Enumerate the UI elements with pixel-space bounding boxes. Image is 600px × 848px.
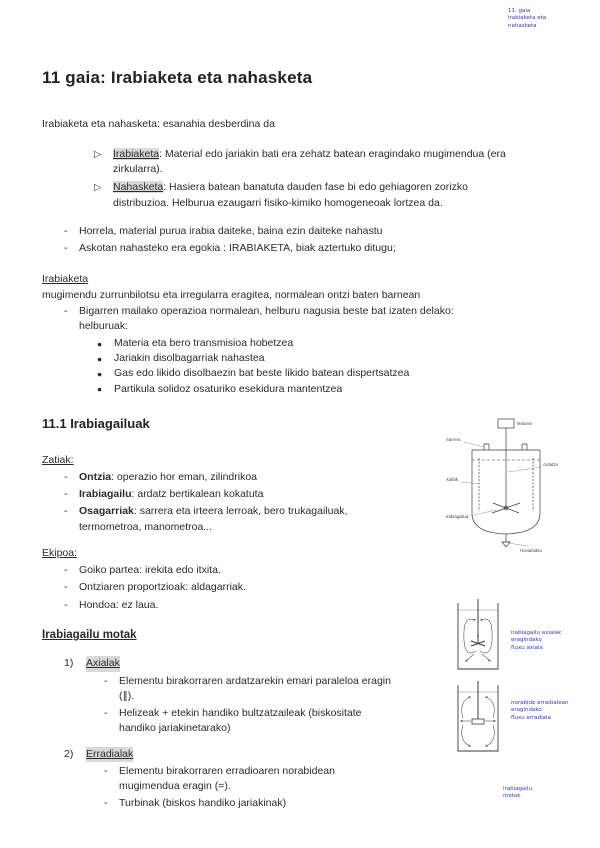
definition-body (113, 147, 506, 177)
ekipoa-text: Goiko partea: irekita edo itxita. (79, 564, 221, 577)
vessel-label-motor: Motorra (517, 421, 532, 426)
arrow-bullet-icon: ▷ (94, 182, 102, 194)
mixer-type-term: Erradialak (86, 747, 133, 762)
bullet-dot-icon: ● (97, 353, 103, 364)
zatiak-body (79, 504, 399, 534)
list-number: 1) (64, 657, 74, 670)
annotation-line: fluxu erradiala (511, 714, 551, 721)
ekipoa-item (64, 580, 558, 595)
dash-icon: - (64, 224, 68, 237)
bullet-dot-icon: ● (97, 338, 103, 349)
zatiak-text: : sarrera eta irteera lerroak, bero trukagailuak, termometroa, manometroa... (79, 505, 348, 533)
zatiak-item (64, 470, 399, 485)
vessel-label-outlet: Hustubidea (520, 548, 542, 553)
goal-item (97, 366, 558, 381)
annotation-line: fluxu axiala (511, 644, 543, 651)
mixer-point-text: Helizeak + etekin handiko bultzatzaileak (biskositate handiko jariakinetarako) (119, 707, 362, 735)
zatiak-term: Osagarriak (79, 505, 134, 518)
goal-list (97, 336, 558, 397)
mixer-point (104, 706, 396, 736)
bullet-dot-icon: ● (97, 368, 103, 379)
annotation-axial-flow (511, 630, 583, 652)
section-lead-text: mugimendu zurrunbilotsu eta irregularra eragitea, normalean ontzi baten barnean (42, 289, 421, 302)
mixer-point-text: Turbinak (biskos handiko jariakinak) (119, 797, 287, 810)
bullet-dot-icon: ● (97, 384, 103, 395)
page-title: 11 gaia: Irabiaketa eta nahasketa (42, 68, 313, 87)
section-heading-motak: Irabiagailu motak (42, 628, 137, 641)
mixer-point-text: Elementu birakorraren ardatzarekin emari paraleloa eragin (∥). (119, 674, 391, 702)
remark-list (64, 224, 558, 256)
dash-icon: - (64, 581, 68, 594)
dash-icon: - (104, 674, 108, 687)
mixer-type-term: Axialak (86, 656, 120, 671)
dash-icon: - (64, 598, 68, 611)
dash-icon: - (104, 764, 108, 777)
definition-item-nahasketa (94, 180, 506, 210)
definition-term: Nahasketa (113, 181, 164, 194)
dash-icon: - (64, 488, 68, 501)
mixer-point (104, 796, 396, 811)
zatiak-body (79, 470, 257, 485)
annotation-bottom-right (503, 786, 575, 801)
zatiak-item (64, 504, 399, 534)
annotation-line: eragindako (511, 707, 542, 714)
zatiak-item (64, 487, 399, 502)
axial-flow-diagram (449, 599, 507, 682)
goal-text: Partikula solidoz osaturiko esekidura mantentzea (114, 382, 343, 395)
goal-item (97, 382, 558, 397)
annotation-line: norabide erradialean (511, 700, 569, 706)
dash-icon: - (104, 797, 108, 810)
annotation-top-right (508, 8, 580, 30)
ekipoa-text: Hondoa: ez laua. (79, 598, 159, 611)
goal-text: Jariakin disolbagarriak nahastea (114, 352, 265, 365)
ekipoa-text: Ontziaren proportzioak: aldagarriak. (79, 581, 246, 594)
radial-flow-diagram (449, 681, 507, 764)
section-dash-item (64, 304, 504, 334)
definition-text: : Material edo jariakin bati era zehatz batean eragindako mugimendua (era zirkularra). (113, 147, 506, 176)
ekipoa-item (64, 563, 558, 578)
annotation-line: 11. gaia (508, 8, 531, 14)
dash-icon: - (64, 564, 68, 577)
annotation-line: motak (503, 793, 521, 800)
goal-item (97, 336, 558, 351)
ekipoa-label-text: Ekipoa: (42, 546, 78, 559)
annotation-radial-flow (511, 700, 583, 722)
section-heading-11-1: 11.1 Irabiagailuak (42, 415, 150, 431)
definition-text: : Hasiera batean banatuta dauden fase bi edo gehiagoren zorizko distribuzioa. Helburua ezaugarri fisiko-kimiko homogeneoak lortzea da. (113, 181, 468, 209)
dash-icon: - (64, 304, 68, 317)
zatiak-term: Ontzia (79, 470, 112, 483)
section-dash-text: Bigarren mailako operazioa normalean, helburu nagusia beste bat izaten delako: helburuak: (79, 304, 454, 332)
goal-item (97, 351, 558, 366)
remark-text: Horrela, material purua irabia daiteke, baina ezin daiteke nahastu (79, 224, 383, 237)
arrow-bullet-icon: ▷ (94, 148, 102, 160)
zatiak-body (79, 487, 263, 502)
mixer-point (104, 764, 396, 794)
dash-icon: - (64, 470, 68, 483)
dash-icon: - (64, 241, 68, 254)
annotation-line: irabiagailu (503, 786, 532, 792)
annotation-line: irabiagailu axialak (511, 630, 562, 636)
mixer-point-text: Elementu birakorraren erradioaren norabidean mugimendua eragin (=). (119, 764, 335, 792)
remark-text: Askotan nahasteko era egokia : IRABIAKETA, biak aztertuko ditugu; (79, 241, 396, 254)
dash-icon: - (64, 505, 68, 518)
intro-paragraph: Irabiaketa eta nahasketa: esanahia desberdina da (42, 117, 275, 130)
section-irabiaketa (42, 272, 558, 397)
goal-text: Gas edo likido disolbaezin bat beste likido batean dispertsatzea (114, 367, 410, 380)
vessel-label-impeller: Irabiagailua (446, 514, 469, 519)
zatiak-text: : operazio hor eman, zilindrikoa (111, 470, 258, 483)
definition-body (113, 180, 506, 210)
definition-term: Irabiaketa (113, 147, 160, 160)
remark-item (64, 224, 558, 239)
goal-text: Materia eta bero transmisioa hobetzea (114, 337, 294, 350)
zatiak-text: : ardatz bertikalean kokatuta (131, 488, 264, 501)
section-heading-irabiaketa: Irabiaketa (42, 273, 89, 286)
remark-item (64, 241, 558, 256)
list-number: 2) (64, 747, 74, 760)
annotation-line: eragindako (511, 637, 542, 644)
vessel-label-inlet: Sarrera (446, 437, 461, 442)
mixer-type-points (104, 764, 558, 812)
annotation-line: nahasketa (508, 22, 537, 29)
vessel-label-baffles: Xaflak (446, 477, 458, 482)
mixer-point (104, 674, 396, 704)
definition-item-irabiaketa (94, 147, 506, 177)
annotation-line: irabiaketa eta (508, 15, 547, 22)
definition-list (94, 147, 558, 211)
zatiak-label-text: Zatiak: (42, 453, 74, 466)
vessel-label-shaft: Ardatza (543, 462, 558, 467)
dash-icon: - (104, 707, 108, 720)
stirred-tank-diagram (444, 416, 564, 561)
zatiak-term: Irabiagailu (79, 488, 132, 501)
